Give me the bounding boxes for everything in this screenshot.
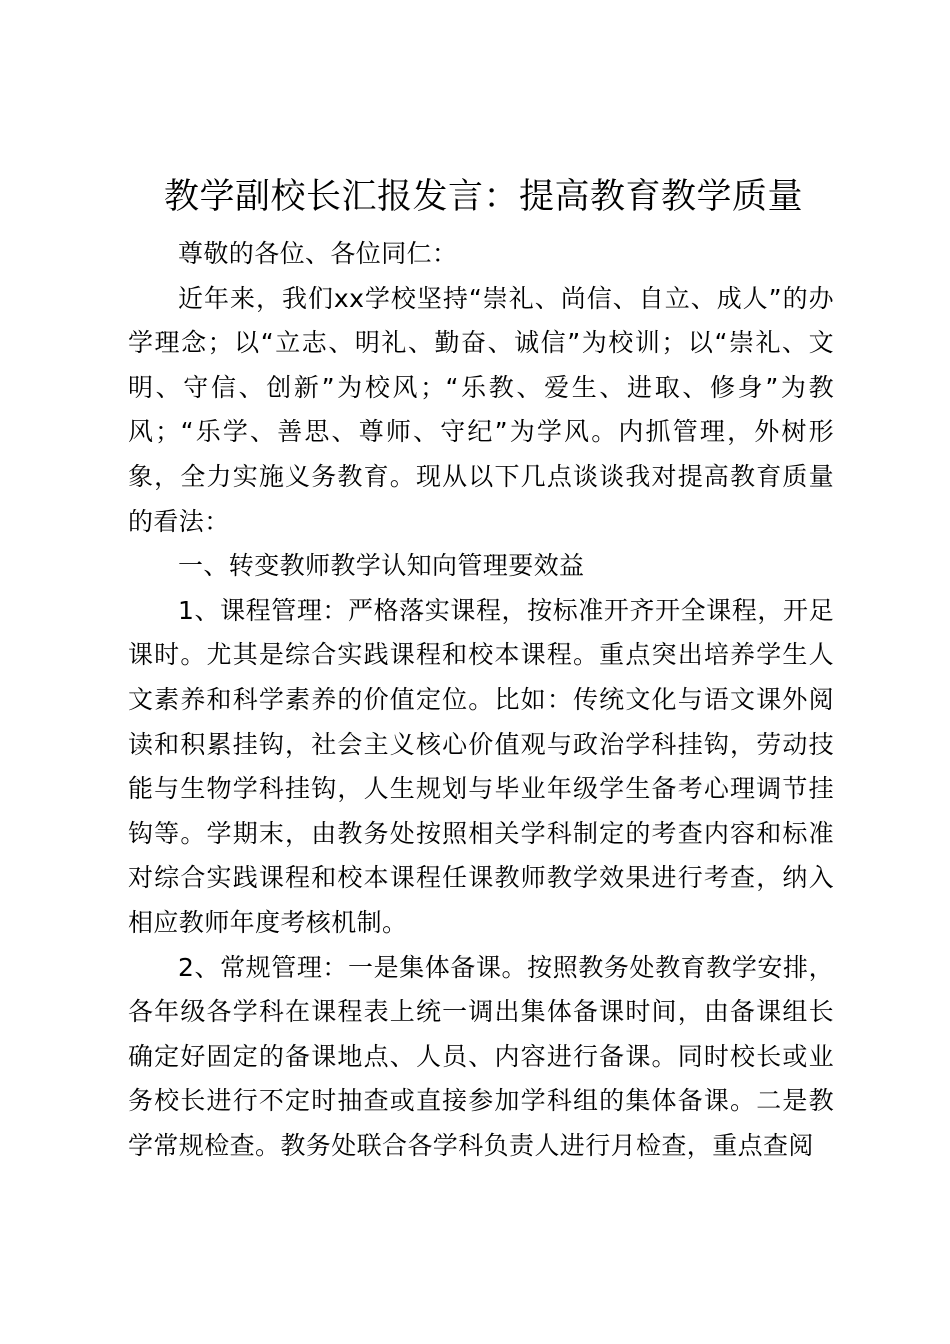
document-page xyxy=(128,170,834,1168)
document-title: 教学副校长汇报发言：提高教育教学质量 xyxy=(164,177,804,217)
routine-management-paragraph: 2、常规管理：一是集体备课。按照教务处教育教学安排，各年级各学科在课程表上统一调出集体备课时间，由备课组长确定好固定的备课地点、人员、内容进行备课。同时校长或业务校长进行不定时抽查或直接参加学科组的集体备课。二是教学常规检查。教务处联合各学科负责人进行月检查，重点查阅 xyxy=(128,952,834,1160)
intro-paragraph: 近年来，我们xx学校坚持“崇礼、尚信、自立、成人”的办学理念；以“立志、明礼、勤奋、诚信”为校训；以“崇礼、文明、守信、创新”为校风；“乐教、爱生、进取、修身”为教风；“乐学、善思、尊师、守纪”为学风。内抓管理，外树形象，全力实施义务教育。现从以下几点谈谈我对提高教育质量的看法： xyxy=(128,283,834,536)
salutation-paragraph: 尊敬的各位、各位同仁： xyxy=(178,239,458,268)
course-management-paragraph: 1、课程管理：严格落实课程，按标准开齐开全课程，开足课时。尤其是综合实践课程和校本课程。重点突出培养学生人文素养和科学素养的价值定位。比如：传统文化与语文课外阅读和积累挂钩，社会主义核心价值观与政治学科挂钩，劳动技能与生物学科挂钩，人生规划与毕业年级学生备考心理调节挂钩等。学期末，由教务处按照相关学科制定的考查内容和标准对综合实践课程和校本课程任课教师教学效果进行考查，纳入相应教师年度考核机制。 xyxy=(128,595,834,937)
section-heading-one: 一、转变教师教学认知向管理要效益 xyxy=(178,551,585,581)
